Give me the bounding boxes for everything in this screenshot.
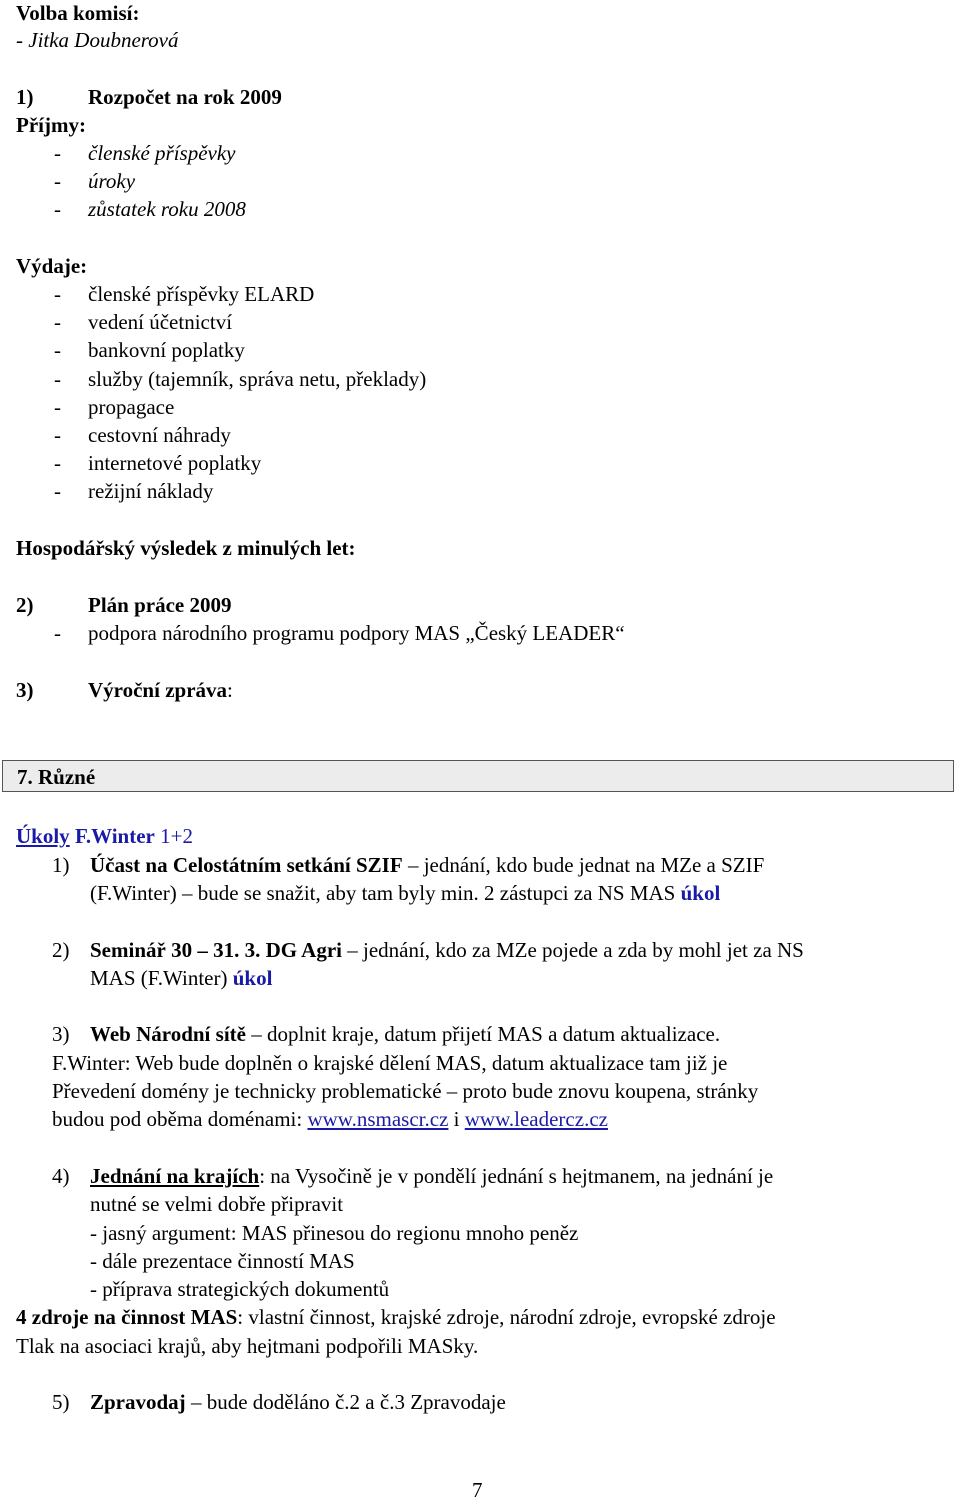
zdroje-title: 4 zdroje na činnost MAS [16,1305,238,1329]
item-3-line2: F.Winter: Web bude doplněn o krajské dělení MAS, datum aktualizace tam již je [52,1051,728,1075]
item-4-sub: - dále prezentace činností MAS [90,1249,355,1273]
tlak-line: Tlak na asociaci krajů, aby hejtmani podpořili MASky. [16,1334,479,1358]
item-5-title: Zpravodaj [90,1390,186,1414]
item-5: 5) Zpravodaj – bude doděláno č.2 a č.3 Zpravodaje [52,1390,506,1414]
komise-member: - Jitka Doubnerová [16,28,179,52]
vydaje-item: - cestovní náhrady [54,423,231,447]
item-4: 4) Jednání na krajích: na Vysočině je v pondělí jednání s hejtmanem, na jednání je [52,1164,774,1188]
item-4-title: Jednání na krajích [90,1164,260,1188]
vyrocni-number: 3) [16,678,34,702]
rozpocet-heading [16,84,282,110]
item-1: 1) Účast na Celostátním setkání SZIF – jednání, kdo bude jednat na MZe a SZIF [52,853,765,877]
vydaje-item: - bankovní poplatky [54,338,245,362]
rozpocet-title: Rozpočet na rok 2009 [88,85,282,109]
link-nsmascr[interactable]: www.nsmascr.cz [307,1107,449,1131]
item-1-title: Účast na Celostátním setkání SZIF [90,853,403,877]
vyrocni-title: Výroční zpráva [88,678,228,702]
zdroje-line: 4 zdroje na činnost MAS: vlastní činnost, krajské zdroje, národní zdroje, evropské zdroje [16,1305,776,1329]
vydaje-item: - režijní náklady [54,479,214,503]
ukol-tag: úkol [232,966,273,990]
prijmy-label: Příjmy: [16,113,86,137]
item-4-line2: nutné se velmi dobře připravit [90,1192,344,1216]
vyrocni-heading: 3) Výroční zpráva: [16,678,233,702]
ukoly-line [16,823,193,849]
ukol-tag: úkol [680,881,721,905]
item-3-title: Web Národní sítě [90,1022,246,1046]
link-leadercz[interactable]: www.leadercz.cz [464,1107,608,1131]
item-2-title: Seminář 30 – 31. 3. DG Agri [90,938,342,962]
item-2: 2) Seminář 30 – 31. 3. DG Agri – jednání, kdo za MZe pojede a zda by mohl jet za NS [52,938,804,962]
prijmy-item: - úroky [54,169,136,193]
ukoly-who: F.Winter [69,824,155,848]
page-number: 7 [472,1478,483,1502]
prijmy-item: - zůstatek roku 2008 [54,197,246,221]
plan-heading [16,592,231,618]
hospodarsky-vysledek: Hospodářský výsledek z minulých let: [16,536,356,560]
item-4-sub: - jasný argument: MAS přinesou do regionu mnoho peněz [90,1221,579,1245]
item-1-line2: (F.Winter) – bude se snažit, aby tam byly min. 2 zástupci za NS MAS úkol [90,881,721,905]
vydaje-item: - služby (tajemník, správa netu, překlady) [54,367,427,391]
vydaje-label: Výdaje: [16,254,88,278]
rozpocet-number: 1) [16,85,34,109]
prijmy-item: - členské příspěvky [54,141,236,165]
item-4-sub: - příprava strategických dokumentů [90,1277,390,1301]
plan-item: - podpora národního programu podpory MAS „Český LEADER“ [54,621,625,645]
vydaje-item: - členské příspěvky ELARD [54,282,315,306]
ukoly-rest: 1+2 [154,824,193,848]
item-3-line3: Převedení domény je technicky problematické – proto bude znovu koupena, stránky [52,1079,759,1103]
item-3-line4: budou pod oběma doménami: www.nsmascr.cz i www.leadercz.cz [52,1107,608,1131]
ukoly-label: Úkoly [16,824,70,848]
plan-title: Plán práce 2009 [88,593,232,617]
item-2-line2: MAS (F.Winter) úkol [90,966,273,990]
plan-number: 2) [16,593,34,617]
section-7-title: 7. Různé [17,765,96,789]
section-7-heading [2,760,954,792]
vydaje-item: - internetové poplatky [54,451,262,475]
komise-title: Volba komisí: [16,1,140,25]
vydaje-item: - vedení účetnictví [54,310,233,334]
item-3: 3) Web Národní sítě – doplnit kraje, datum přijetí MAS a datum aktualizace. [52,1022,721,1046]
vydaje-item: - propagace [54,395,175,419]
